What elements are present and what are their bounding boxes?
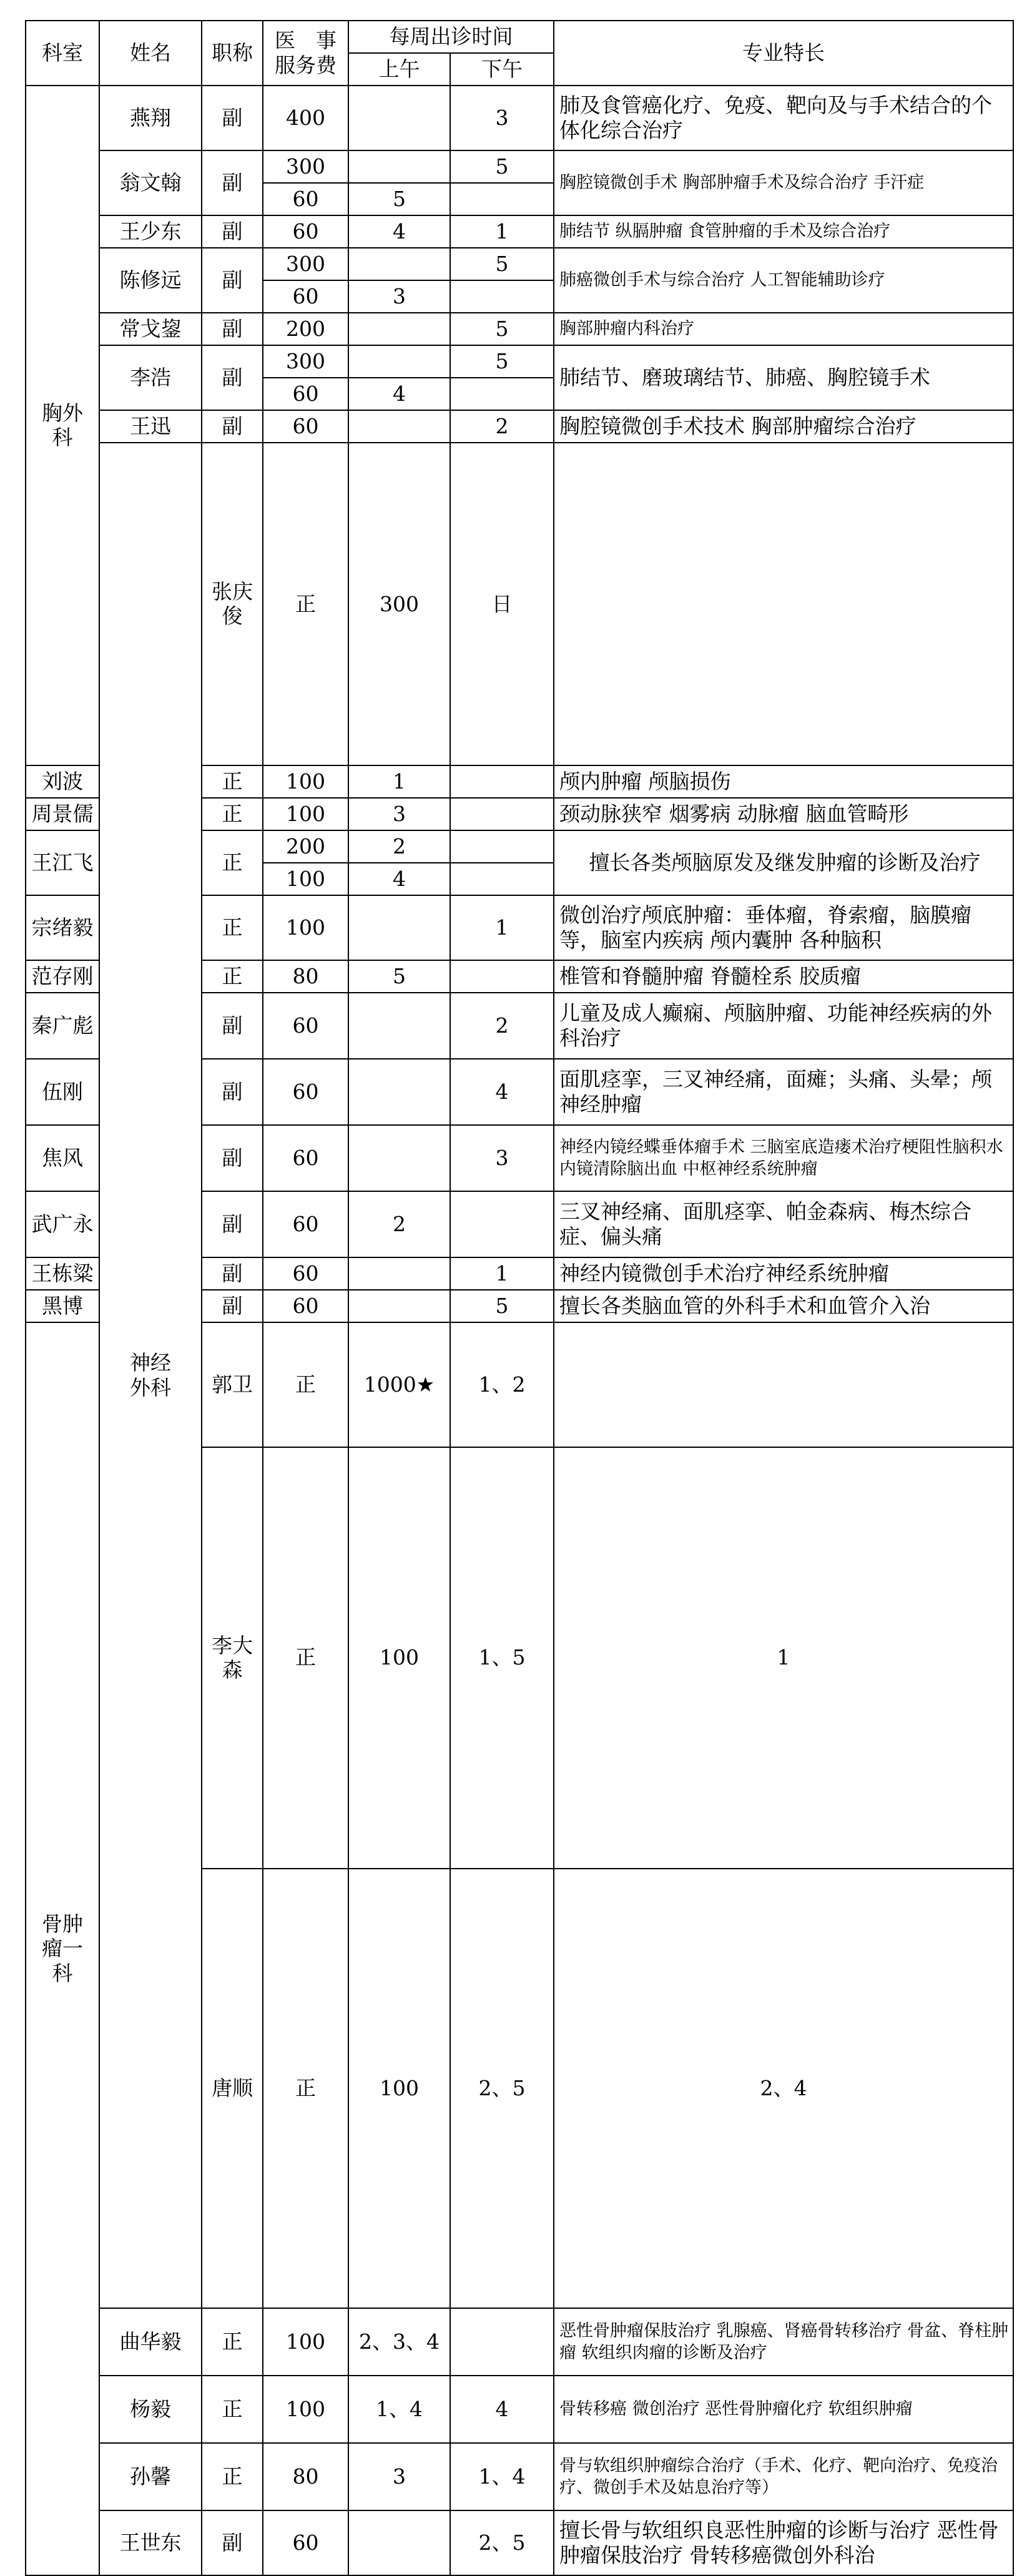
doctor-pm: 2、4 — [554, 1869, 1013, 2308]
doctor-title: 正 — [263, 1447, 348, 1869]
doctor-name: 杨毅 — [99, 2376, 202, 2443]
doctor-specialty: 擅长各类颅脑原发及继发肿瘤的诊断及治疗 — [554, 830, 1013, 895]
doctor-fee: 60 — [263, 183, 348, 215]
doctor-am: 4 — [348, 215, 450, 248]
doctor-fee: 60 — [263, 993, 348, 1059]
doctor-name: 周景儒 — [26, 798, 99, 830]
doctor-name: 燕翔 — [99, 86, 202, 150]
table-row — [26, 2308, 1013, 2376]
header-dept: 科室 — [26, 21, 99, 86]
doctor-fee: 100 — [348, 1447, 450, 1869]
doctor-pm — [554, 1322, 1013, 1447]
doctor-specialty: 恶性骨肿瘤保肢治疗 乳腺癌、肾癌骨转移治疗 骨盆、脊柱肿瘤 软组织肉瘤的诊断及治疗 — [554, 2308, 1013, 2376]
doctor-pm: 5 — [450, 313, 554, 345]
schedule-page — [25, 20, 1013, 2576]
doctor-name: 武广永 — [26, 1191, 99, 1257]
doctor-specialty: 胸腔镜微创手术 胸部肿瘤手术及综合治疗 手汗症 — [554, 150, 1013, 215]
doctor-pm: 1 — [450, 1257, 554, 1290]
doctor-title: 正 — [263, 1322, 348, 1447]
doctor-am: 3 — [348, 280, 450, 313]
doctor-pm — [450, 960, 554, 993]
doctor-fee: 60 — [263, 1191, 348, 1257]
doctor-am — [348, 410, 450, 443]
doctor-fee: 300 — [263, 150, 348, 183]
table-row — [26, 86, 1013, 150]
doctor-pm: 1 — [450, 215, 554, 248]
header-fee-line1: 医 事 — [275, 28, 337, 53]
doctor-am — [348, 1059, 450, 1125]
doctor-am: 4 — [348, 863, 450, 895]
table-row — [26, 2443, 1013, 2510]
doctor-title: 副 — [202, 1191, 263, 1257]
doctor-pm: 5 — [450, 345, 554, 378]
doctor-specialty: 擅长骨与软组织良恶性肿瘤的诊断与治疗 恶性骨肿瘤保肢治疗 骨转移癌微创外科治 — [554, 2510, 1013, 2575]
doctor-title: 正 — [263, 443, 348, 765]
doctor-specialty: 神经内镜微创手术治疗神经系统肿瘤 — [554, 1257, 1013, 1290]
doctor-pm: 4 — [450, 1059, 554, 1125]
doctor-pm — [450, 830, 554, 863]
doctor-pm: 5 — [450, 1290, 554, 1322]
dept-neurosurgery — [99, 443, 202, 2308]
doctor-title: 正 — [202, 2376, 263, 2443]
doctor-name: 王少东 — [99, 215, 202, 248]
doctor-am: 5 — [348, 960, 450, 993]
doctor-fee: 60 — [263, 1290, 348, 1322]
doctor-name: 王迅 — [99, 410, 202, 443]
table-row — [26, 150, 1013, 183]
header-fee — [263, 21, 348, 86]
doctor-title: 正 — [202, 2308, 263, 2376]
doctor-am — [348, 1290, 450, 1322]
dept-label-line: 科 — [52, 425, 73, 450]
doctor-title: 正 — [202, 798, 263, 830]
doctor-title: 副 — [202, 150, 263, 215]
doctor-fee: 100 — [348, 1869, 450, 2308]
doctor-specialty: 神经内镜经蝶垂体瘤手术 三脑室底造瘘术治疗梗阻性脑积水 内镜清除脑出血 中枢神经系统肿瘤 — [554, 1125, 1013, 1191]
doctor-name: 陈修远 — [99, 248, 202, 313]
doctor-fee: 300 — [348, 443, 450, 765]
dept-label-line: 瘤一 — [42, 1936, 83, 1961]
table-row — [26, 2376, 1013, 2443]
doctor-fee: 60 — [263, 378, 348, 410]
doctor-specialty: 肺癌微创手术与综合治疗 人工智能辅助诊疗 — [554, 248, 1013, 313]
doctor-pm — [450, 2308, 554, 2376]
doctor-am: 3 — [348, 2443, 450, 2510]
doctor-fee: 200 — [263, 830, 348, 863]
doctor-specialty: 微创治疗颅底肿瘤：垂体瘤，脊索瘤，脑膜瘤等，脑室内疾病 颅内囊肿 各种脑积 — [554, 895, 1013, 960]
table-row — [26, 345, 1013, 378]
doctor-name: 刘波 — [26, 765, 99, 798]
doctor-name: 秦广彪 — [26, 993, 99, 1059]
doctor-pm — [450, 183, 554, 215]
header-pm: 下午 — [450, 53, 554, 86]
header-name: 姓名 — [99, 21, 202, 86]
doctor-title: 正 — [202, 2443, 263, 2510]
doctor-fee: 60 — [263, 2510, 348, 2575]
doctor-am: 2 — [348, 1191, 450, 1257]
doctor-specialty: 骨与软组织肿瘤综合治疗（手术、化疗、靶向治疗、免疫治疗、微创手术及姑息治疗等） — [554, 2443, 1013, 2510]
doctor-pm — [450, 1191, 554, 1257]
doctor-pm: 2 — [450, 410, 554, 443]
doctor-title: 副 — [202, 1290, 263, 1322]
doctor-pm: 1、4 — [450, 2443, 554, 2510]
doctor-specialty: 胸腔镜微创手术技术 胸部肿瘤综合治疗 — [554, 410, 1013, 443]
doctor-specialty: 骨转移癌 微创治疗 恶性骨肿瘤化疗 软组织肿瘤 — [554, 2376, 1013, 2443]
doctor-fee: 60 — [263, 215, 348, 248]
doctor-am: 2、3、4 — [348, 2308, 450, 2376]
doctor-title: 副 — [202, 86, 263, 150]
doctor-am — [348, 345, 450, 378]
dept-thoracic — [26, 86, 99, 765]
doctor-pm: 3 — [450, 1125, 554, 1191]
doctor-name: 王江飞 — [26, 830, 99, 895]
doctor-am: 1 — [348, 765, 450, 798]
doctor-fee: 300 — [263, 248, 348, 280]
doctor-fee: 80 — [263, 960, 348, 993]
clinic-schedule-table — [25, 20, 1014, 2576]
doctor-specialty: 肺结节 纵膈肿瘤 食管肿瘤的手术及综合治疗 — [554, 215, 1013, 248]
doctor-fee: 1000★ — [348, 1322, 450, 1447]
doctor-title: 副 — [202, 248, 263, 313]
doctor-fee: 100 — [263, 2376, 348, 2443]
doctor-am: 5 — [348, 183, 450, 215]
doctor-name: 曲华毅 — [99, 2308, 202, 2376]
doctor-fee: 60 — [263, 280, 348, 313]
doctor-title: 副 — [202, 993, 263, 1059]
doctor-fee: 400 — [263, 86, 348, 150]
doctor-am: 1、4 — [348, 2376, 450, 2443]
dept-label-line: 骨肿 — [42, 1911, 83, 1936]
doctor-name: 宗绪毅 — [26, 895, 99, 960]
doctor-am — [348, 895, 450, 960]
doctor-am: 1、5 — [450, 1447, 554, 1869]
doctor-am: 2 — [348, 830, 450, 863]
doctor-name: 常戈鋆 — [99, 313, 202, 345]
doctor-specialty: 颅内肿瘤 颅脑损伤 — [554, 765, 1013, 798]
doctor-fee: 300 — [263, 345, 348, 378]
doctor-am — [348, 313, 450, 345]
doctor-am: 4 — [348, 378, 450, 410]
doctor-fee: 60 — [263, 1059, 348, 1125]
doctor-pm: 3 — [450, 86, 554, 150]
doctor-pm: 1 — [450, 895, 554, 960]
doctor-pm: 4 — [450, 2376, 554, 2443]
doctor-title: 副 — [202, 2510, 263, 2575]
doctor-specialty: 椎管和脊髓肿瘤 脊髓栓系 胶质瘤 — [554, 960, 1013, 993]
doctor-am: 1、2 — [450, 1322, 554, 1447]
doctor-title: 副 — [202, 313, 263, 345]
doctor-pm: 2、5 — [450, 2510, 554, 2575]
doctor-pm — [450, 798, 554, 830]
doctor-pm — [450, 765, 554, 798]
doctor-title: 副 — [202, 1125, 263, 1191]
header-fee-line2: 服务费 — [275, 53, 337, 77]
doctor-title: 副 — [202, 410, 263, 443]
doctor-pm: 5 — [450, 248, 554, 280]
doctor-fee: 100 — [263, 863, 348, 895]
doctor-name: 翁文翰 — [99, 150, 202, 215]
table-row — [26, 313, 1013, 345]
doctor-am — [348, 1257, 450, 1290]
header-am: 上午 — [348, 53, 450, 86]
doctor-name: 唐顺 — [202, 1869, 263, 2308]
doctor-specialty: 肺结节、磨玻璃结节、肺癌、胸腔镜手术 — [554, 345, 1013, 410]
doctor-specialty: 儿童及成人癫痫、颅脑肿瘤、功能神经疾病的外科治疗 — [554, 993, 1013, 1059]
doctor-title: 正 — [202, 830, 263, 895]
doctor-pm: 1 — [554, 1447, 1013, 1869]
doctor-pm — [450, 863, 554, 895]
doctor-am — [348, 248, 450, 280]
doctor-title: 正 — [202, 765, 263, 798]
doctor-fee: 60 — [263, 1257, 348, 1290]
doctor-name: 李大森 — [202, 1447, 263, 1869]
doctor-am: 3 — [348, 798, 450, 830]
table-row — [26, 2510, 1013, 2575]
doctor-fee: 80 — [263, 2443, 348, 2510]
doctor-fee: 100 — [263, 895, 348, 960]
doctor-fee: 200 — [263, 313, 348, 345]
doctor-title: 副 — [202, 1257, 263, 1290]
doctor-am — [348, 2510, 450, 2575]
doctor-specialty: 颈动脉狭窄 烟雾病 动脉瘤 脑血管畸形 — [554, 798, 1013, 830]
doctor-am: 2、5 — [450, 1869, 554, 2308]
table-row — [26, 443, 1013, 765]
header-weekly: 每周出诊时间 — [348, 21, 554, 53]
doctor-fee: 60 — [263, 410, 348, 443]
doctor-specialty: 肺及食管癌化疗、免疫、靶向及与手术结合的个体化综合治疗 — [554, 86, 1013, 150]
doctor-am — [348, 86, 450, 150]
dept-bone-tumor-1 — [26, 1322, 99, 2575]
header-specialty: 专业特长 — [554, 21, 1013, 86]
doctor-pm — [450, 378, 554, 410]
doctor-fee: 100 — [263, 765, 348, 798]
doctor-name: 范存刚 — [26, 960, 99, 993]
doctor-name: 王栋粱 — [26, 1257, 99, 1290]
dept-label-line: 外科 — [130, 1375, 171, 1400]
doctor-title: 正 — [202, 960, 263, 993]
doctor-pm: 5 — [450, 150, 554, 183]
doctor-am — [348, 150, 450, 183]
header-title: 职称 — [202, 21, 263, 86]
doctor-name: 王世东 — [99, 2510, 202, 2575]
doctor-pm: 2 — [450, 993, 554, 1059]
table-row — [26, 215, 1013, 248]
doctor-am: 日 — [450, 443, 554, 765]
dept-label-line: 科 — [52, 1960, 73, 1985]
doctor-fee: 100 — [263, 2308, 348, 2376]
table-row — [26, 248, 1013, 280]
doctor-specialty: 胸部肿瘤内科治疗 — [554, 313, 1013, 345]
doctor-title: 正 — [263, 1869, 348, 2308]
doctor-am — [348, 993, 450, 1059]
doctor-am — [348, 1125, 450, 1191]
header-row — [26, 21, 1013, 53]
doctor-name: 张庆俊 — [202, 443, 263, 765]
doctor-title: 副 — [202, 215, 263, 248]
doctor-title: 副 — [202, 345, 263, 410]
doctor-specialty: 三叉神经痛、面肌痉挛、帕金森病、梅杰综合症、偏头痛 — [554, 1191, 1013, 1257]
doctor-pm — [554, 443, 1013, 765]
doctor-specialty: 面肌痉挛，三叉神经痛，面瘫；头痛、头晕；颅神经肿瘤 — [554, 1059, 1013, 1125]
doctor-name: 李浩 — [99, 345, 202, 410]
doctor-name: 郭卫 — [202, 1322, 263, 1447]
doctor-name: 孙馨 — [99, 2443, 202, 2510]
doctor-fee: 100 — [263, 798, 348, 830]
dept-label-line: 神经 — [130, 1350, 171, 1375]
doctor-fee: 60 — [263, 1125, 348, 1191]
doctor-name: 黑博 — [26, 1290, 99, 1322]
doctor-specialty: 擅长各类脑血管的外科手术和血管介入治 — [554, 1290, 1013, 1322]
doctor-title: 正 — [202, 895, 263, 960]
doctor-name: 伍刚 — [26, 1059, 99, 1125]
dept-label-line: 胸外 — [42, 400, 83, 425]
doctor-title: 副 — [202, 1059, 263, 1125]
doctor-name: 焦风 — [26, 1125, 99, 1191]
table-row — [26, 410, 1013, 443]
doctor-pm — [450, 280, 554, 313]
